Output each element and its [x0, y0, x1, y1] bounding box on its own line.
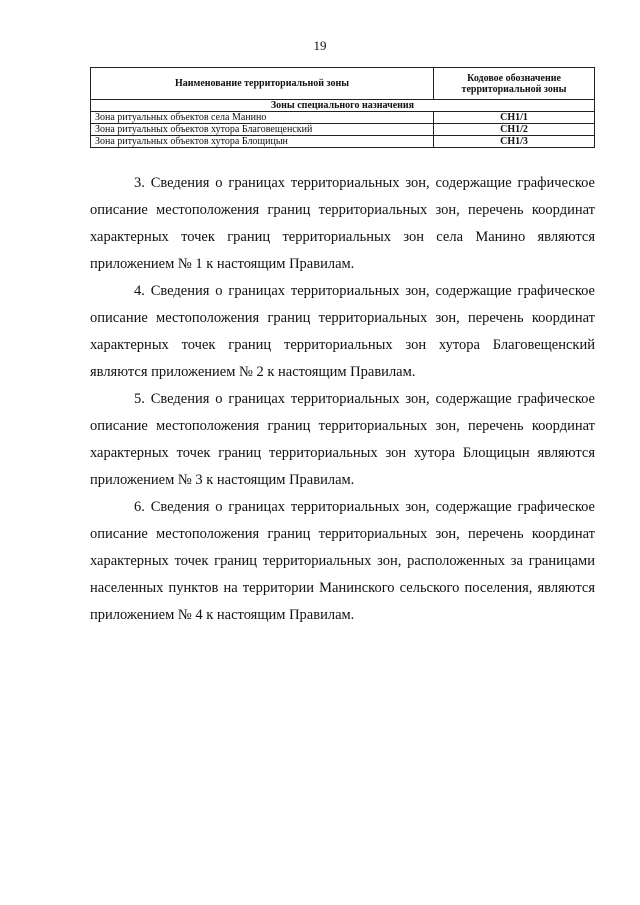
zone-name-cell: Зона ритуальных объектов села Манино: [91, 112, 434, 124]
paragraph-3: 3. Сведения о границах территориальных зон, содержащие графическое описание местоположения границ территориальных зон, перечень координат характерных точек границ территориальных зон села Манино являются приложением № 1 к настоящим Правилам.: [90, 175, 595, 272]
column-header-zone-name: Наименование территориальной зоны: [91, 68, 434, 100]
paragraph-5: 5. Сведения о границах территориальных зон, содержащие графическое описание местоположения границ территориальных зон, перечень координат характерных точек границ территориальных зон хутора Блощицын являются приложением № 3 к настоящим Правилам.: [90, 391, 595, 488]
table-header-row: [91, 68, 595, 100]
table-row: [91, 124, 595, 136]
zone-name-cell: Зона ритуальных объектов хутора Блощицын: [91, 136, 434, 148]
territorial-zones-table: [90, 67, 595, 148]
column-header-zone-code: Кодовое обозначение территориальной зоны: [434, 68, 595, 100]
table-row: [91, 112, 595, 124]
paragraph-6: 6. Сведения о границах территориальных зон, содержащие графическое описание местоположения границ территориальных зон, перечень координат характерных точек границ территориальных зон, расположенных за границами населенных пунктов на территории Манинского сельского поселения, являются приложением № 4 к настоящим Правилам.: [90, 499, 595, 623]
table-row: [91, 136, 595, 148]
document-body: [90, 170, 595, 629]
table-section-row: [91, 100, 595, 112]
paragraph-4: 4. Сведения о границах территориальных зон, содержащие графическое описание местоположения границ территориальных зон, перечень координат характерных точек границ территориальных зон хутора Благовещенский являются приложением № 2 к настоящим Правилам.: [90, 283, 595, 380]
zone-code-cell: СН1/1: [434, 112, 595, 124]
zone-code-cell: СН1/2: [434, 124, 595, 136]
page-number: 19: [313, 38, 327, 53]
zone-name-cell: Зона ритуальных объектов хутора Благовещенский: [91, 124, 434, 136]
section-title: Зоны специального назначения: [91, 100, 595, 112]
zone-code-cell: СН1/3: [434, 136, 595, 148]
